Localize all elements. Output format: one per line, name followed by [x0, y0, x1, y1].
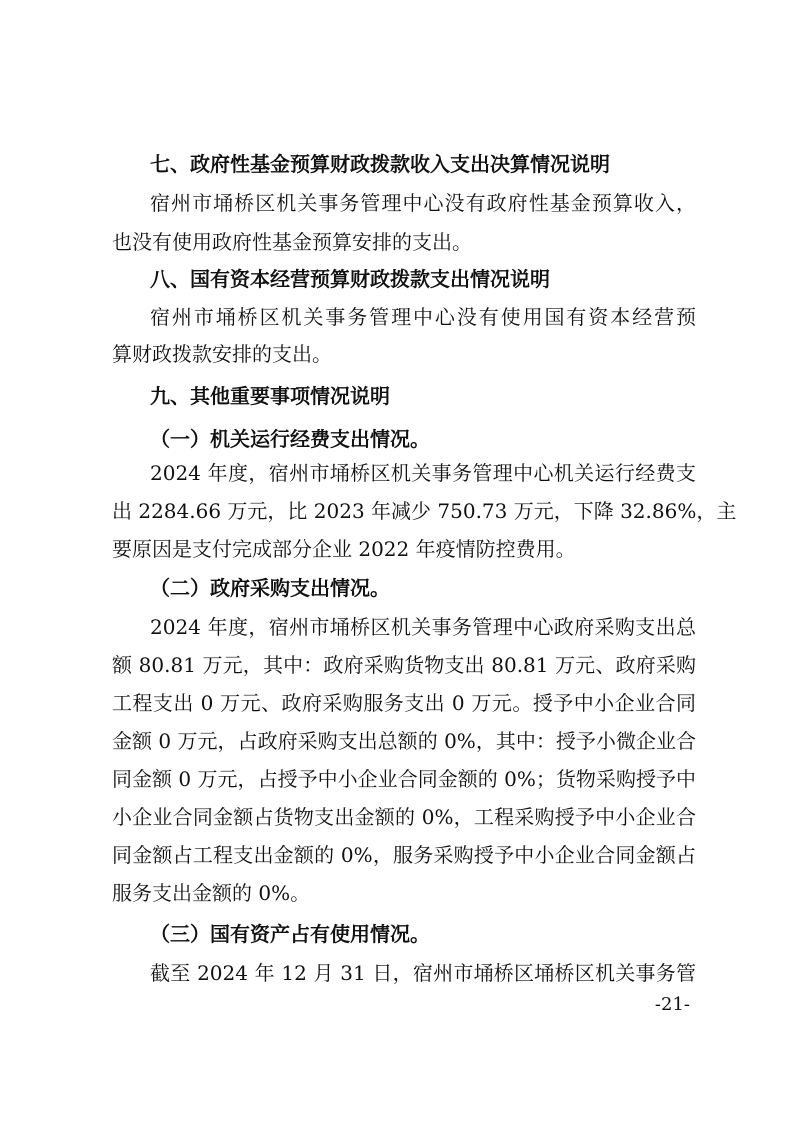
paragraph-line: 同金额占工程支出金额的 0%，服务采购授予中小企业合同金额占 — [112, 843, 696, 867]
section-heading: 九、其他重要事项情况说明 — [150, 384, 390, 408]
paragraph-line: 同金额 0 万元，占授予中小企业合同金额的 0%；货物采购授予中 — [112, 767, 696, 791]
subsection-heading: （三）国有资产占有使用情况。 — [150, 922, 430, 946]
paragraph-line: 截至 2024 年 12 月 31 日，宿州市埇桥区埇桥区机关事务管 — [150, 961, 696, 985]
page-number: -21- — [654, 994, 690, 1015]
paragraph-line: 宿州市埇桥区机关事务管理中心没有使用国有资本经营预 — [150, 305, 696, 329]
subsection-heading: （一）机关运行经费支出情况。 — [150, 427, 430, 451]
subsection-heading: （二）政府采购支出情况。 — [150, 576, 390, 600]
paragraph-line: 2024 年度，宿州市埇桥区机关事务管理中心机关运行经费支 — [150, 461, 696, 485]
paragraph-line: 服务支出金额的 0%。 — [112, 881, 311, 905]
paragraph-line: 出 2284.66 万元，比 2023 年减少 750.73 万元，下降 32.86%，主 — [112, 499, 737, 523]
paragraph-line: 也没有使用政府性基金预算安排的支出。 — [112, 230, 472, 254]
paragraph-line: 额 80.81 万元，其中：政府采购货物支出 80.81 万元、政府采购 — [112, 653, 696, 677]
section-heading: 七、政府性基金预算财政拨款收入支出决算情况说明 — [150, 152, 610, 176]
paragraph-line: 工程支出 0 万元、政府采购服务支出 0 万元。授予中小企业合同 — [112, 691, 696, 715]
paragraph-line: 宿州市埇桥区机关事务管理中心没有政府性基金预算收入， — [150, 191, 696, 215]
section-heading: 八、国有资本经营预算财政拨款支出情况说明 — [150, 267, 550, 291]
paragraph-line: 算财政拨款安排的支出。 — [112, 342, 332, 366]
paragraph-line: 金额 0 万元，占政府采购支出总额的 0%，其中：授予小微企业合 — [112, 729, 696, 753]
paragraph-line: 小企业合同金额占货物支出金额的 0%，工程采购授予中小企业合 — [112, 805, 696, 829]
paragraph-line: 要原因是支付完成部分企业 2022 年疫情防控费用。 — [112, 537, 576, 561]
paragraph-line: 2024 年度，宿州市埇桥区机关事务管理中心政府采购支出总 — [150, 615, 696, 639]
